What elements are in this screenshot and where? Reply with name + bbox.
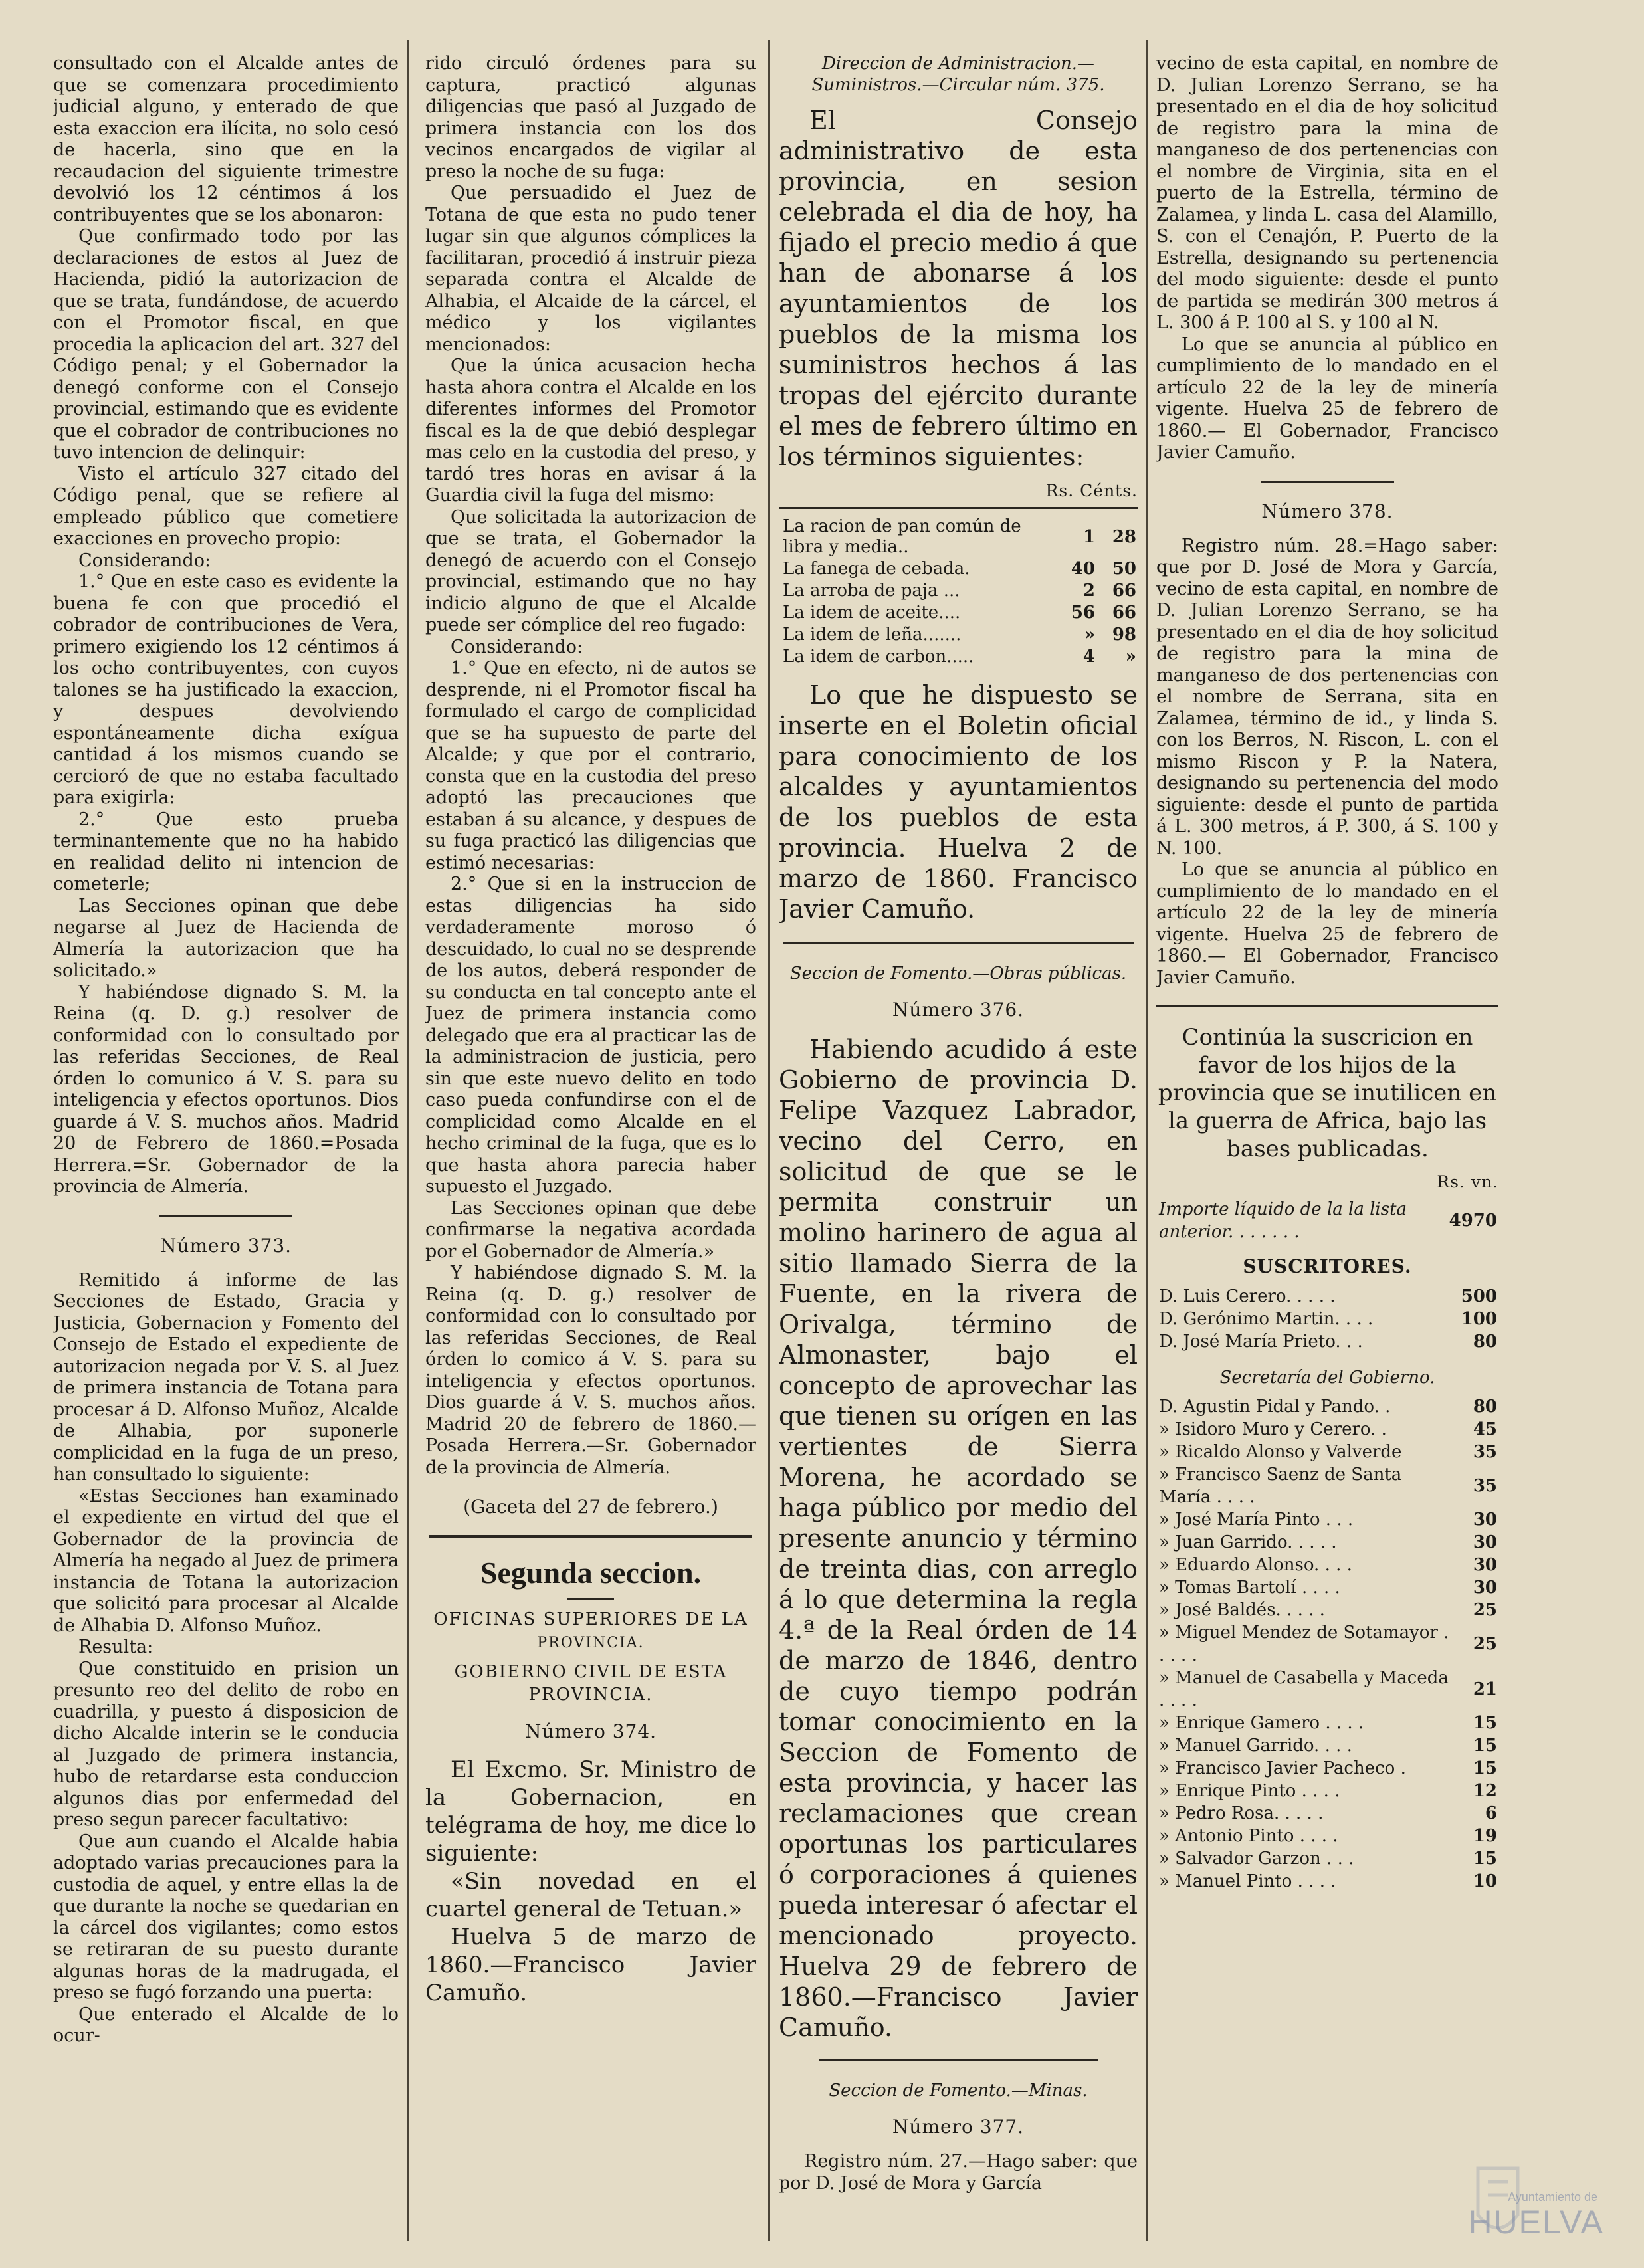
paragraph: Considerando: bbox=[451, 636, 583, 657]
subscribers-heading: SUSCRITORES. bbox=[1243, 1255, 1412, 1277]
section-divider bbox=[819, 2059, 1098, 2061]
paragraph: Que constituido en prision un presunto reo del delito de robo en cuadrilla, y puesto á disposicion de dicho Alcalde interin se le conducia al Juzgado de primera instancia, hubo de retardarse esta conduccion algunos dias por enfermedad del preso segun parecer facultativo: bbox=[53, 1658, 399, 1830]
price-centimos: 66 bbox=[1112, 603, 1136, 623]
subscriber-amount: 10 bbox=[1473, 1871, 1497, 1891]
section-divider bbox=[159, 1215, 292, 1217]
paragraph: Registro núm. 28.=Hago saber: que por D. José de Mora y García, vecino de esta capital, en nombre de D. Julian Lorenzo Serrano, se ha presentado en el dia de hoy solicitud de registro para la mina de manganeso de dos pertenencias con el nombre de Serrana, sita en Zalamea, término de id., y linda S. con los Berros, N. Riscon, L. con el mismo Riscon y P. la Natera, designando su pertenencia del modo siguiente: desde el punto de partida á L. 300 metros, á P. 300, á S. 100 y N. 100. bbox=[1156, 535, 1498, 859]
subscriber-name: » Enrique Gamero . . . . bbox=[1159, 1713, 1364, 1733]
subscriber-amount: 30 bbox=[1473, 1532, 1497, 1552]
section-divider bbox=[783, 942, 1134, 944]
subscriber-name: D. Luis Cerero. . . . . bbox=[1159, 1287, 1336, 1306]
subscriber-amount: 30 bbox=[1473, 1555, 1497, 1575]
table-row bbox=[779, 558, 1138, 580]
price-item: La idem de carbon..... bbox=[783, 647, 974, 667]
paragraph: «Sin novedad en el cuartel general de Tetuan.» bbox=[425, 1868, 756, 1922]
secretaria-heading: Secretaría del Gobierno. bbox=[1219, 1368, 1435, 1388]
paragraph: El Consejo administrativo de esta provincia, en sesion celebrada el dia de hoy, ha fijado el precio medio á que han de abonarse á los ayuntamientos de los pueblos de la misma los suministros hechos á las tropas del ejército durante el mes de febrero último en los términos siguientes: bbox=[779, 106, 1138, 471]
price-item: La racion de pan común de libra y media.. bbox=[783, 516, 1021, 557]
paragraph: rido circuló órdenes para su captura, practicó algunas diligencias que pasó al Juzgado de primera instancia con los dos vecinos encargados de vigilar al preso la noche de su fuga: bbox=[425, 53, 756, 182]
subscriber-name: » Juan Garrido. . . . . bbox=[1159, 1532, 1337, 1552]
importe-value: 4970 bbox=[1449, 1211, 1497, 1231]
watermark-text: HUELVA bbox=[1468, 2204, 1604, 2241]
article-number: Número 376. bbox=[892, 999, 1025, 1021]
subscriber-name: D. Agustin Pidal y Pando. . bbox=[1159, 1397, 1391, 1417]
list-item bbox=[1156, 1757, 1498, 1780]
table-row bbox=[779, 624, 1138, 646]
importe-label: Importe líquido de la la lista anterior. . . . . . . bbox=[1159, 1199, 1407, 1242]
list-item bbox=[1156, 1621, 1498, 1667]
subscription-notice: Continúa la suscricion en favor de los hijos de la provincia que se inutilicen en la guerra de Africa, bajo las bases publicadas. bbox=[1158, 1024, 1497, 1162]
subscriber-name: » Francisco Saenz de Santa María . . . . bbox=[1159, 1465, 1402, 1507]
article-number: Número 378. bbox=[1261, 500, 1393, 522]
subscriber-name: » Isidoro Muro y Cerero. . bbox=[1159, 1419, 1387, 1439]
section-heading: Seccion de Fomento.—Minas. bbox=[829, 2081, 1088, 2101]
section-heading: Segunda seccion. bbox=[480, 1556, 702, 1590]
watermark-caption: Ayuntamiento de bbox=[1508, 2190, 1597, 2204]
subscriber-amount: 12 bbox=[1473, 1781, 1497, 1801]
paragraph: Que solicitada la autorizacion de que se trata, el Gobernador la denegó de acuerdo con el Consejo provincial, estimando que no hay indicio alguno de que el Alcalde puede ser cómplice del reo fugado: bbox=[425, 506, 756, 635]
subscriber-amount: 35 bbox=[1473, 1476, 1497, 1496]
subscriber-name: » Antonio Pinto . . . . bbox=[1159, 1826, 1338, 1846]
table-row bbox=[779, 646, 1138, 668]
list-item bbox=[1156, 1285, 1498, 1308]
table-row bbox=[779, 602, 1138, 624]
paragraph: Huelva 5 de marzo de 1860.—Francisco Javier Camuño. bbox=[425, 1924, 756, 2006]
subscriber-name: » Miguel Mendez de Sotamayor . . . . . bbox=[1159, 1623, 1449, 1665]
list-item bbox=[1156, 1554, 1498, 1576]
paragraph: Que la única acusacion hecha hasta ahora contra el Alcalde en los diferentes informes del Promotor fiscal es la de que debió desplegar mas celo en la custodia del preso, y tardó tres horas en avisar á la Guardia civil la fuga del mismo: bbox=[425, 356, 756, 506]
paragraph: Lo que se anuncia al público en cumplimiento de lo mandado en el artículo 22 de la ley de minería vigente. Huelva 25 de febrero de 1860.— El Gobernador, Francisco Javier Camuño. bbox=[1156, 334, 1498, 463]
paragraph: Que enterado el Alcalde de lo ocur- bbox=[53, 2004, 399, 2046]
amount-column-header: Rs. vn. bbox=[1437, 1172, 1498, 1191]
paragraph: «Estas Secciones han examinado el expediente en virtud del que el Gobernador de la provincia de Almería ha negado al Juez de primera instancia de Totana la autorizacion que solicitó para procesar al Alcalde de Alhabia D. Alfonso Muñoz. bbox=[53, 1485, 399, 1636]
article-number: Número 374. bbox=[524, 1720, 657, 1742]
list-item bbox=[1156, 1802, 1498, 1825]
paragraph: Lo que he dispuesto se inserte en el Boletin oficial para conocimiento de los alcaldes y ayuntamientos de los pueblos de esta provincia. Huelva 2 de marzo de 1860. Francisco Javier Camuño. bbox=[779, 680, 1138, 924]
list-item bbox=[1156, 1308, 1498, 1330]
section-divider bbox=[1156, 1005, 1498, 1007]
price-reales: 2 bbox=[1082, 581, 1095, 601]
paragraph: Las Secciones opinan que debe confirmarse la negativa acordada por el Gobernador de Almería.» bbox=[425, 1197, 756, 1262]
section-heading: Direccion de Administracion.—Suministros.—Circular núm. 375. bbox=[811, 54, 1105, 95]
subscriber-name: » Salvador Garzon . . . bbox=[1159, 1849, 1354, 1869]
list-item bbox=[1156, 1734, 1498, 1757]
dash-divider bbox=[567, 1598, 614, 1600]
office-heading: OFICINAS SUPERIORES DE LA bbox=[433, 1609, 748, 1629]
paragraph: Y habiéndose dignado S. M. la Reina (q. D. g.) resolver de conformidad con lo consultado por las referidas Secciones, de Real órden lo comico á V. S. para su inteligencia y efectos oportunos. Dios guarde á V. S. muchos años. Madrid 20 de febrero de 1860.—Posada Herrera.—Sr. Gobernador de la provincia de Almería. bbox=[425, 1263, 756, 1478]
table-row bbox=[779, 516, 1138, 558]
subscriber-amount: 15 bbox=[1473, 1758, 1497, 1778]
paragraph: Resulta: bbox=[78, 1637, 154, 1657]
column-1 bbox=[53, 53, 399, 2241]
column-2 bbox=[425, 53, 756, 2241]
price-item: La idem de leña....... bbox=[783, 625, 962, 645]
paragraph: Y habiéndose dignado S. M. la Reina (q. D. g.) resolver de conformidad con lo consultado por las referidas Secciones, de Real órden lo comunico á V. S. para su inteligencia y efectos oportunos. Dios guarde á V. S. muchos años. Madrid 20 de Febrero de 1860.=Posada Herrera.=Sr. Gobernador de la provincia de Almería. bbox=[53, 981, 399, 1197]
subscriber-name: » Ricaldo Alonso y Valverde bbox=[1159, 1442, 1402, 1462]
price-reales: 56 bbox=[1071, 603, 1095, 623]
table-rule bbox=[779, 507, 1138, 509]
list-item bbox=[1156, 1531, 1498, 1554]
subscriber-name: » Tomas Bartolí . . . . bbox=[1159, 1578, 1340, 1598]
subscriber-amount: 30 bbox=[1473, 1578, 1497, 1598]
price-centimos: » bbox=[1125, 647, 1136, 667]
paragraph: El Excmo. Sr. Ministro de la Gobernacion, en telégrama de hoy, me dice lo siguiente: bbox=[425, 1756, 756, 1867]
price-item: La fanega de cebada. bbox=[783, 559, 970, 579]
list-item bbox=[1156, 1870, 1498, 1893]
subscriber-amount: 500 bbox=[1461, 1287, 1497, 1306]
column-rule bbox=[407, 40, 409, 2241]
subscriber-name: » Manuel Pinto . . . . bbox=[1159, 1871, 1336, 1891]
article-number: Número 373. bbox=[159, 1234, 292, 1257]
paragraph: 1.° Que en este caso es evidente la buena fe con que procedió el cobrador de contribuciones de Vera, primero exigiendo los 12 céntimos á los ocho contribuyentes, con cuyos talones se ha justificado la exaccion, y despues devolviendo espontáneamente dicha exígua cantidad á los mismos cuando se cercioró de que no estaba facultado para exigirla: bbox=[53, 571, 399, 808]
subscriber-amount: 6 bbox=[1485, 1804, 1497, 1823]
price-column-header: Rs. Cénts. bbox=[1045, 481, 1138, 500]
list-item bbox=[1156, 1599, 1498, 1621]
subscriber-name: » Eduardo Alonso. . . . bbox=[1159, 1555, 1352, 1575]
subscriber-amount: 35 bbox=[1473, 1442, 1497, 1462]
subscribers-table-a bbox=[1156, 1285, 1498, 1353]
subscriber-name: » Francisco Javier Pacheco . bbox=[1159, 1758, 1406, 1778]
subscriber-name: » Enrique Pinto . . . . bbox=[1159, 1781, 1340, 1801]
subscriber-name: » Manuel de Casabella y Maceda . . . . bbox=[1159, 1668, 1449, 1710]
paragraph: Lo que se anuncia al público en cumplimiento de lo mandado en el artículo 22 de la ley de minería vigente. Huelva 25 de febrero de 1860.— El Gobernador, Francisco Javier Camuño. bbox=[1156, 859, 1498, 988]
list-item bbox=[1156, 1825, 1498, 1847]
column-rule bbox=[768, 40, 770, 2241]
list-item bbox=[1156, 1418, 1498, 1441]
price-centimos: 98 bbox=[1112, 625, 1136, 645]
table-row bbox=[779, 580, 1138, 602]
paragraph: consultado con el Alcalde antes de que se comenzara procedimiento judicial alguno, y enterado de que esta exaccion era ilícita, no solo cesó de hacerla, sino que en la recaudacion del siguiente trimestre devolvió los 12 céntimos á los contribuyentes que se los abonaron: bbox=[53, 53, 399, 225]
price-item: La idem de aceite.... bbox=[783, 603, 961, 623]
list-item bbox=[1156, 1780, 1498, 1802]
price-centimos: 28 bbox=[1112, 526, 1136, 547]
price-reales: 4 bbox=[1082, 647, 1095, 667]
section-divider bbox=[429, 1535, 752, 1538]
subscriber-amount: 25 bbox=[1473, 1600, 1497, 1620]
section-divider bbox=[1261, 481, 1394, 483]
paragraph: Visto el artículo 327 citado del Código penal, que se refiere al empleado público que cometiere exacciones en provecho propio: bbox=[53, 463, 399, 549]
column-rule bbox=[1146, 40, 1148, 2241]
paragraph: Las Secciones opinan que debe negarse al Juez de Hacienda de Almería la autorizacion que ha solicitado.» bbox=[53, 895, 399, 981]
subscriber-name: » José Baldés. . . . . bbox=[1159, 1600, 1325, 1620]
paragraph: Que confirmado todo por las declaraciones de estos al Juez de Hacienda, pidió la autorizacion de que se trata, fundándose, de acuerdo con el Promotor fiscal, en que procedia la aplicacion del art. 327 del Código penal; y el Gobernador la denegó conforme con el Consejo provincial, estimando que es evidente que el cobrador de contribuciones no tuvo intencion de delinquir: bbox=[53, 226, 399, 463]
price-reales: 40 bbox=[1071, 559, 1095, 579]
list-item bbox=[1156, 1330, 1498, 1353]
source-note: (Gaceta del 27 de febrero.) bbox=[463, 1496, 718, 1518]
paragraph: Que aun cuando el Alcalde habia adoptado varias precauciones para la custodia de aquel, y entre ellas la de que durante la noche se quedarian en la cárcel dos vigilantes; como estos se retiraran de su puesto durante algunas horas de la madrugada, el preso se fugó forzando una puerta: bbox=[53, 1831, 399, 2003]
paragraph: vecino de esta capital, en nombre de D. Julian Lorenzo Serrano, se ha presentado en el dia de hoy solicitud de registro para la mina de manganeso de dos pertenencias con el nombre de Virginia, sita en el puerto de la Estrella, término de Zalamea, y linda L. casa del Alamillo, S. con el Cenajón, P. Puerto de la Estrella, designando su pertenencia del modo siguiente: desde el punto de partida se medirán 300 metros á L. 300 á P. 100 al S. y 100 al N. bbox=[1156, 53, 1498, 333]
article-number: Número 377. bbox=[892, 2116, 1025, 2138]
subscriber-amount: 25 bbox=[1473, 1634, 1497, 1654]
subscriber-amount: 15 bbox=[1473, 1713, 1497, 1733]
price-centimos: 50 bbox=[1112, 559, 1136, 579]
subscriber-amount: 45 bbox=[1473, 1419, 1497, 1439]
price-reales: » bbox=[1084, 625, 1095, 645]
paragraph: Considerando: bbox=[78, 550, 211, 571]
section-heading: Seccion de Fomento.—Obras públicas. bbox=[789, 964, 1127, 983]
price-reales: 1 bbox=[1082, 526, 1095, 547]
subscriber-name: » Manuel Garrido. . . . bbox=[1159, 1736, 1352, 1756]
subscriber-amount: 15 bbox=[1473, 1849, 1497, 1869]
subscriber-amount: 80 bbox=[1473, 1397, 1497, 1417]
subscriber-name: D. José María Prieto. . . bbox=[1159, 1332, 1363, 1352]
paragraph: Remitido á informe de las Secciones de Estado, Gracia y Justicia, Gobernacion y Fomento del Consejo de Estado el expediente de autorizacion negada por V. S. al Juez de primera instancia de Totana para procesar á D. Alfonso Muñoz, Alcalde de Alhabia, por suponerle complicidad en la fuga de un preso, han consultado lo siguiente: bbox=[53, 1269, 399, 1485]
paragraph: 1.° Que en efecto, ni de autos se desprende, ni el Promotor fiscal ha formulado el cargo de complicidad que se ha supuesto de parte del Alcalde; y que por el contrario, consta que en la custodia del preso adoptó las precauciones que estaban á su alcance, y despues de su fuga practicó las diligencias que estimó necesarias: bbox=[425, 658, 756, 873]
importe-table bbox=[1156, 1198, 1498, 1243]
list-item bbox=[1156, 1395, 1498, 1418]
subscriber-amount: 30 bbox=[1473, 1510, 1497, 1530]
subscriber-amount: 19 bbox=[1473, 1826, 1497, 1846]
subscriber-amount: 21 bbox=[1473, 1679, 1497, 1699]
price-table bbox=[779, 516, 1138, 668]
list-item bbox=[1156, 1441, 1498, 1463]
list-item bbox=[1156, 1712, 1498, 1734]
paragraph: 2.° Que si en la instruccion de estas diligencias ha sido verdaderamente moroso ó descuidado, lo cual no se desprende de los autos, deberá responder de su conducta en tal concepto ante el Juez de primera instancia como delegado que era al practicar las de la administracion de justicia, pero sin que este nuevo delito en todo caso pueda confundirse con el de complicidad como Alcalde en el hecho criminal de la fuga, que es lo que hasta ahora parecia haber supuesto el Juzgado. bbox=[425, 874, 756, 1197]
subscriber-name: » Pedro Rosa. . . . . bbox=[1159, 1804, 1324, 1823]
list-item bbox=[1156, 1508, 1498, 1531]
column-4 bbox=[1156, 53, 1498, 2241]
subscriber-amount: 100 bbox=[1461, 1309, 1497, 1329]
government-heading: GOBIERNO CIVIL DE ESTA PROVINCIA. bbox=[454, 1662, 728, 1704]
paragraph: Registro núm. 27.—Hago saber: que por D. José de Mora y García bbox=[779, 2151, 1138, 2194]
list-item bbox=[1156, 1667, 1498, 1712]
list-item bbox=[1156, 1576, 1498, 1599]
column-3 bbox=[779, 53, 1138, 2241]
list-item bbox=[1156, 1847, 1498, 1870]
paragraph: Habiendo acudido á este Gobierno de provincia D. Felipe Vazquez Labrador, vecino del Cerro, en solicitud de que se le permita construir un molino harinero de agua al sitio llamado Sierra de la Fuente, en la rivera de Orivalga, término de Almonaster, bajo el concepto de aprovechar las que tienen su orígen en las vertientes de Sierra Morena, he acordado se haga público por medio del presente anuncio y término de treinta dias, con arreglo á lo que determina la regla 4.ª de la Real órden de 14 de marzo de 1846, dentro de cuyo tiempo podrán tomar conocimiento en la Seccion de Fomento de esta provincia, y hacer las reclamaciones que crean oportunas los particulares ó corporaciones á quienes pueda interesar ó afectar el mencionado proyecto. Huelva 29 de febrero de 1860.—Francisco Javier Camuño. bbox=[779, 1035, 1138, 2042]
subscriber-name: D. Gerónimo Martin. . . . bbox=[1159, 1309, 1374, 1329]
subscriber-amount: 80 bbox=[1473, 1332, 1497, 1352]
subscriber-amount: 15 bbox=[1473, 1736, 1497, 1756]
price-item: La arroba de paja ... bbox=[783, 581, 960, 601]
subscribers-table-b bbox=[1156, 1395, 1498, 1893]
paragraph: Que persuadido el Juez de Totana de que esta no pudo tener lugar sin que algunos cómplices la facilitaran, procedió á instruir pieza separada contra el Alcalde de Alhabia, el Alcaide de la cárcel, el médico y los vigilantes mencionados: bbox=[425, 183, 756, 355]
office-subheading: PROVINCIA. bbox=[537, 1635, 645, 1651]
list-item bbox=[1156, 1463, 1498, 1508]
paragraph: 2.° Que esto prueba terminantemente que no ha habido en realidad delito ni intencion de cometerle; bbox=[53, 809, 399, 894]
price-centimos: 66 bbox=[1112, 581, 1136, 601]
subscriber-name: » José María Pinto . . . bbox=[1159, 1510, 1354, 1530]
